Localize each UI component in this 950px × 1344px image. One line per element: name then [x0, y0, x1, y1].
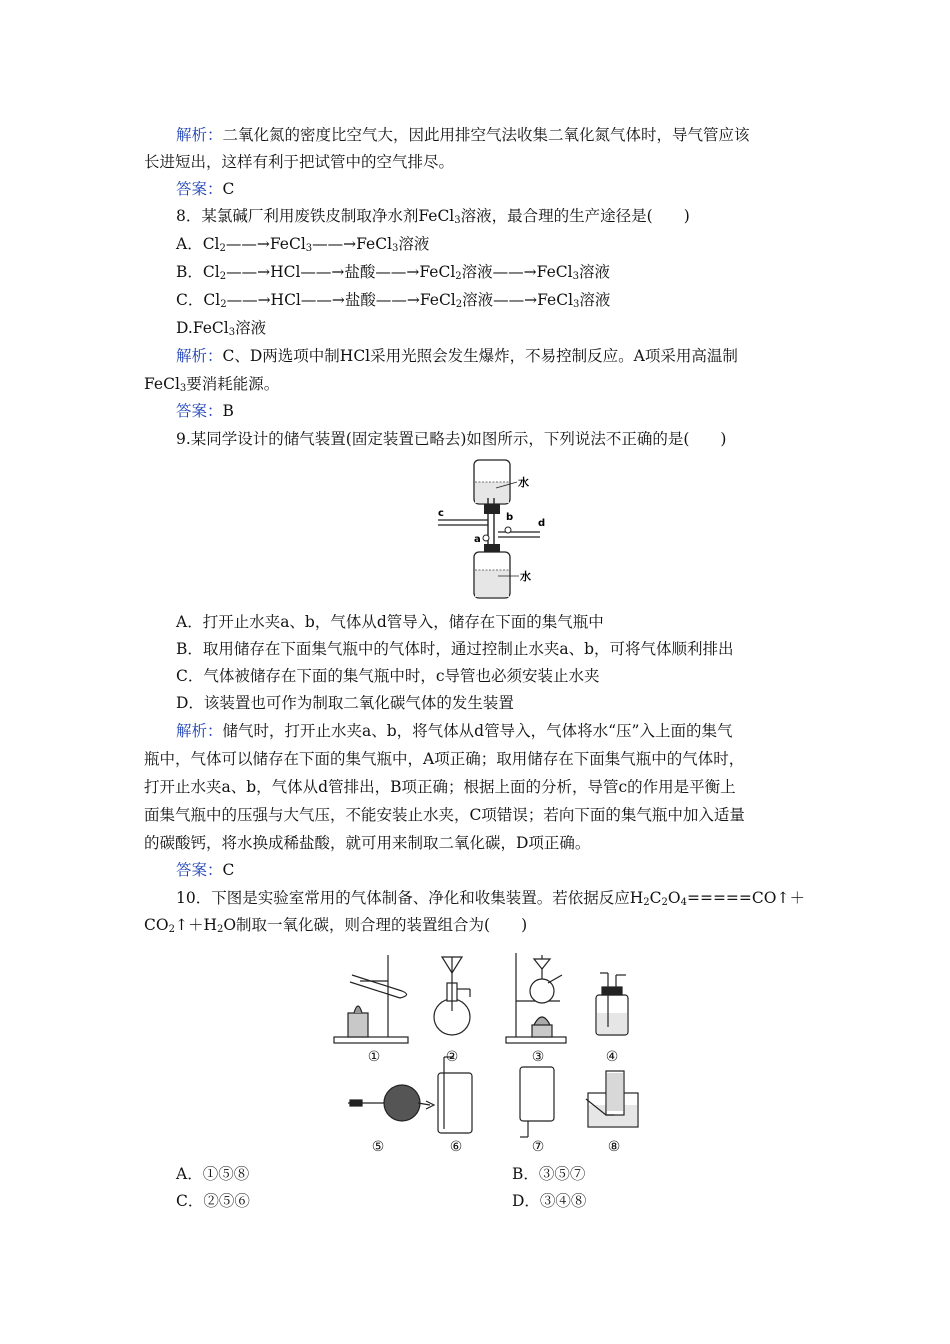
q8-stem: 8．某氯碱厂利用废铁皮制取净水剂FeCl$_3$溶液，最合理的生产途径是( ) [176, 207, 690, 226]
figure-label-5: ⑤ [371, 1139, 385, 1155]
figure-label-3: ③ [531, 1049, 545, 1065]
gas-apparatus-set-figure [330, 945, 650, 1160]
q10-option-b: B．③⑤⑦ [512, 1165, 586, 1183]
figure-label-8: ⑧ [607, 1139, 621, 1155]
q8-option-d: D.FeCl$_3$溶液 [176, 319, 267, 338]
answer-label: 答案： [176, 180, 223, 198]
label-water-top: 水 [518, 476, 529, 489]
figure-label-4: ④ [605, 1049, 619, 1065]
q8-option-b: B．$Cl_2——\to HCl——\to$盐酸——→FeCl$_2$溶液——→FeCl$_3$溶液 [176, 263, 610, 282]
label-b: b [506, 512, 514, 523]
q10-option-d: D．③④⑧ [512, 1192, 587, 1210]
q7-explanation-line-1: 解析：二氧化氮的密度比空气大，因此用排空气法收集二氧化氮气体时，导气管应该 [176, 126, 750, 144]
label-c: c [438, 508, 444, 519]
answer-label: 答案： [176, 861, 223, 879]
q7-answer: 答案：C [176, 180, 235, 198]
q10-stem-line-1: 10．下图是实验室常用的气体制备、净化和收集装置。若依据反应$H_2C_2O_4=====CO↑+$ [176, 889, 805, 908]
q10-option-c: C．②⑤⑥ [176, 1192, 250, 1210]
q9-explanation-line-3: 打开止水夹a、b，气体从d管排出，B项正确；根据上面的分析，导管c的作用是平衡上 [144, 778, 736, 796]
figure-label-6: ⑥ [449, 1139, 463, 1155]
figure-label-1: ① [367, 1049, 381, 1065]
explanation-label: 解析： [176, 126, 223, 144]
q9-option-c: C．气体被储存在下面的集气瓶中时，c导管也必须安装止水夹 [176, 667, 600, 685]
figure-label-7: ⑦ [531, 1139, 545, 1155]
q9-option-a: A．打开止水夹a、b，气体从d管导入，储存在下面的集气瓶中 [176, 613, 604, 631]
answer-label: 答案： [176, 402, 223, 420]
q8-option-a: A．$Cl_2——\to FeCl_3——\to FeCl_3$溶液 [176, 235, 430, 254]
label-water-bottom: 水 [520, 570, 531, 583]
label-a: a [474, 534, 481, 545]
q9-answer: 答案：C [176, 861, 235, 879]
label-d: d [538, 518, 546, 529]
q9-explanation-line-2: 瓶中，气体可以储存在下面的集气瓶中，A项正确；取用储存在下面集气瓶中的气体时， [144, 750, 745, 768]
gas-storage-apparatus-figure [430, 458, 550, 602]
q9-explanation-line-5: 的碳酸钙，将水换成稀盐酸，就可用来制取二氧化碳，D项正确。 [144, 834, 591, 852]
q8-explanation-line-1: 解析：C、D两选项中制HCl采用光照会发生爆炸，不易控制反应。A项采用高温制 [176, 347, 738, 365]
q9-option-b: B．取用储存在下面集气瓶中的气体时，通过控制止水夹a、b，可将气体顺利排出 [176, 640, 734, 658]
q7-explanation-line-2: 长进短出，这样有利于把试管中的空气排尽。 [144, 153, 455, 171]
q10-option-a: A．①⑤⑧ [176, 1165, 250, 1183]
q8-answer: 答案：B [176, 402, 234, 420]
explanation-label: 解析： [176, 722, 223, 740]
figure-label-2: ② [445, 1049, 459, 1065]
q10-stem-line-2: $CO_2↑+H_2O$制取一氧化碳，则合理的装置组合为( ) [144, 916, 528, 935]
q8-option-c: C．$Cl_2——\to HCl——\to$盐酸——→FeCl$_2$溶液——→FeCl$_3$溶液 [176, 291, 611, 310]
q8-explanation-line-2: FeCl$_3$要消耗能源。 [144, 375, 280, 394]
q9-option-d: D．该装置也可作为制取二氧化碳气体的发生装置 [176, 694, 514, 712]
explanation-label: 解析： [176, 347, 223, 365]
q9-explanation-line-4: 面集气瓶中的压强与大气压，不能安装止水夹，C项错误；若向下面的集气瓶中加入适量 [144, 806, 745, 824]
q9-explanation-line-1: 解析：储气时，打开止水夹a、b，将气体从d管导入，气体将水“压”入上面的集气 [176, 722, 733, 740]
q9-stem: 9.某同学设计的储气装置(固定装置已略去)如图所示，下列说法不正确的是( ) [176, 430, 727, 448]
